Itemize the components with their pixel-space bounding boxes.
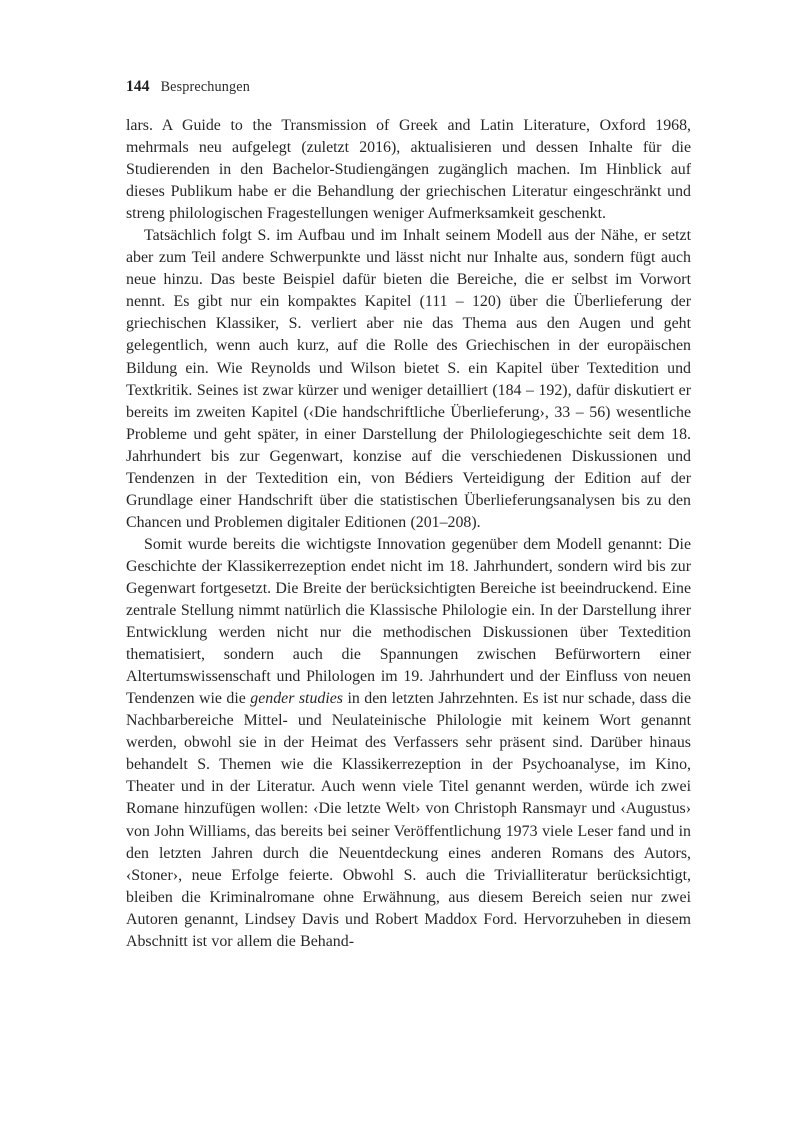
paragraph-2: Tatsächlich folgt S. im Aufbau und im Inhalt seinem Modell aus der Nähe, er setzt aber zum Teil andere Schwerpunkte und lässt nicht nur Inhalte aus, sondern fügt auch neue hinzu. Das beste Beispiel dafür bieten die Bereiche, die er selbst im Vorwort nennt. Es gibt nur ein kompaktes Kapitel (111 – 120) über die Überlieferung der griechischen Klassiker, S. verliert aber nie das Thema aus den Augen und geht gelegentlich, wenn auch kurz, auf die Rolle des Griechischen in der europäischen Bildung ein. Wie Reynolds und Wilson bietet S. ein Kapitel über Textedition und Textkritik. Seines ist zwar kürzer und weniger detailliert (184 – 192), dafür diskutiert er bereits im zweiten Kapitel (‹Die handschriftliche Überlieferung›, 33 – 56) wesentliche Probleme und geht später, in einer Darstellung der Philologiegeschichte seit dem 18. Jahrhundert bis zur Gegenwart, konzise auf die verschiedenen Diskussionen und Tendenzen in der Textedition ein, von Bédiers Verteidigung der Edition auf der Grundlage einer Handschrift über die statistischen Überlieferungsanalysen bis zu den Chancen und Problemen digitaler Editionen (201–208). (126, 227, 691, 531)
paragraph-3: Somit wurde bereits die wichtigste Innovation gegenüber dem Modell genannt: Die Geschichte der Klassikerrezeption endet nicht im 18. Jahrhundert, sondern wird bis zur Gegenwart fortgesetzt. Die Breite der berücksichtigten Bereiche ist beeindruckend. Eine zentrale Stellung nimmt natürlich die Klassische Philologie ein. In der Darstellung ihrer Entwicklung werden nicht nur die methodischen Diskussionen über Textedition thematisiert, sondern auch die Spannungen zwischen Befürwortern einer Altertumswissenschaft und Philologen im 19. Jahrhundert und der Einfluss von neuen Tendenzen wie die gender studies in den letzten Jahrzehnten. Es ist nur schade, dass die Nachbarbereiche Mittel- und Neulateinische Philologie mit keinem Wort genannt werden, obwohl sie in der Heimat des Verfassers sehr präsent sind. Darüber hinaus behandelt S. Themen wie die Klassikerrezeption in der Psychoanalyse, im Kino, Theater und in der Literatur. Auch wenn viele Titel genannt werden, würde ich zwei Romane hinzufügen wollen: ‹Die letzte Welt› von Christoph Ransmayr und ‹Augustus› von John Williams, das bereits bei seiner Veröffentlichung 1973 viele Leser fand und in den letzten Jahren durch die Neuentdeckung eines anderen Romans des Autors, ‹Stoner›, neue Erfolge feierte. Obwohl S. auch die Trivialliteratur berücksichtigt, bleiben die Kriminalromane ohne Erwähnung, aus diesem Bereich seien nur zwei Autoren genannt, Lindsey Davis und Robert Maddox Ford. Hervorzuheben in diesem Abschnitt ist vor allem die Behand- (126, 535, 691, 950)
page-number: 144 (126, 78, 150, 95)
running-head-title: Besprechungen (160, 79, 250, 95)
body-text-column (126, 115, 691, 953)
paragraph-1: lars. A Guide to the Transmission of Greek and Latin Literature, Oxford 1968, mehrmals neu aufgelegt (zuletzt 2016), aktualisieren und dessen Inhalte für die Studierenden in den Bachelor-Studiengängen zugänglich machen. Im Hinblick auf dieses Publikum habe er die Behandlung der griechischen Literatur eingeschränkt und streng philologischen Fragestellungen weniger Aufmerksamkeit geschenkt. (126, 117, 691, 223)
italic-run: gender studies (250, 690, 343, 708)
running-head (126, 78, 690, 96)
